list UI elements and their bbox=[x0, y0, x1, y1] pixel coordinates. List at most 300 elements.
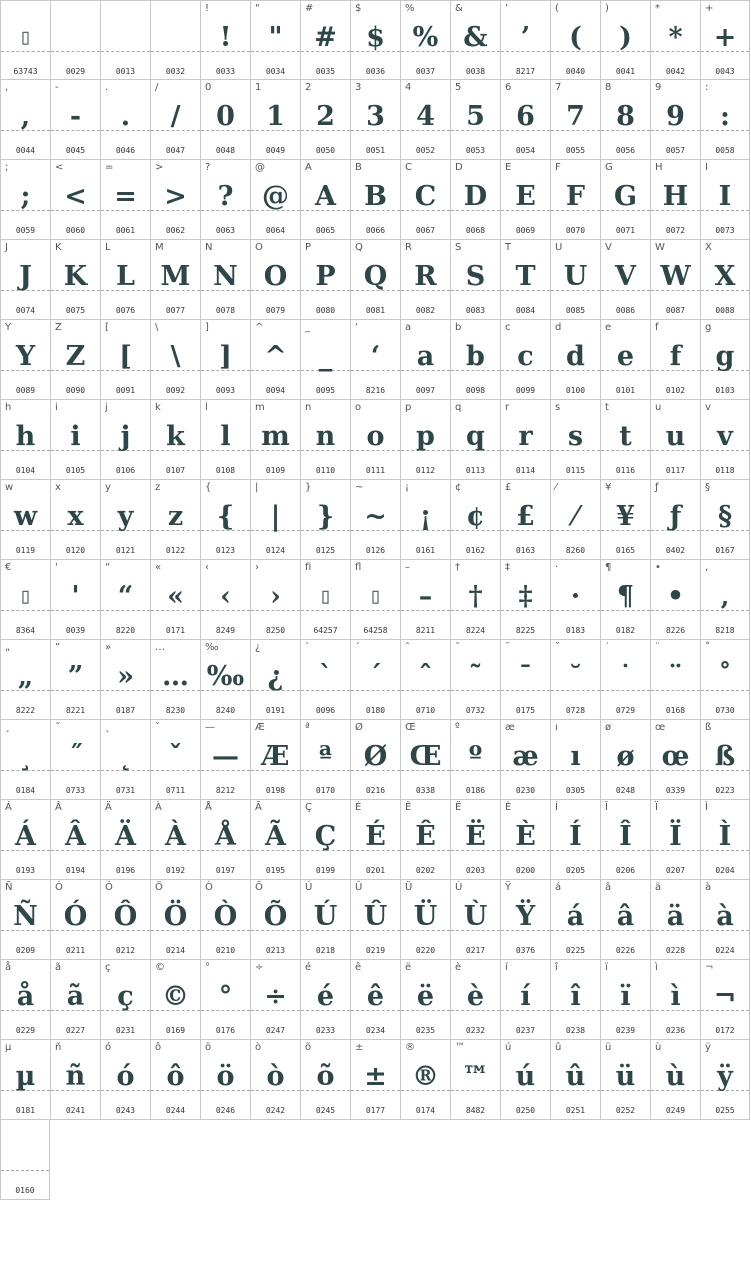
glyph-label: Á bbox=[5, 802, 12, 813]
glyph-cell bbox=[550, 0, 600, 80]
glyph-label: 2 bbox=[305, 82, 312, 93]
glyph-cell bbox=[300, 240, 350, 320]
glyph-label: ¡ bbox=[405, 482, 410, 493]
glyph-label: p bbox=[405, 402, 412, 413]
glyph-cell bbox=[200, 880, 250, 960]
glyph-label: I bbox=[705, 162, 708, 173]
glyph-sample: Õ bbox=[263, 901, 288, 932]
glyph-sample: l bbox=[220, 421, 231, 452]
glyph-code: 0729 bbox=[615, 706, 636, 715]
glyph-label: Ê bbox=[405, 802, 412, 813]
glyph-cell bbox=[100, 800, 150, 880]
glyph-cell bbox=[150, 320, 200, 400]
glyph-code: 0067 bbox=[415, 226, 436, 235]
glyph-label: P bbox=[305, 242, 312, 253]
glyph-sample: ¿ bbox=[267, 661, 284, 692]
glyph-code: 0241 bbox=[65, 1106, 86, 1115]
glyph-cell bbox=[50, 640, 100, 720]
glyph-cell bbox=[500, 560, 550, 640]
glyph-cell bbox=[50, 400, 100, 480]
glyph-label: ó bbox=[105, 1042, 112, 1053]
glyph-label: K bbox=[55, 242, 62, 253]
glyph-label: – bbox=[405, 562, 410, 573]
glyph-code: 0180 bbox=[365, 706, 386, 715]
glyph-code: 0065 bbox=[315, 226, 336, 235]
glyph-cell bbox=[0, 160, 50, 240]
glyph-sample: Y bbox=[15, 341, 36, 372]
glyph-sample: ( bbox=[569, 22, 582, 53]
glyph-cell bbox=[100, 560, 150, 640]
glyph-cell bbox=[400, 960, 450, 1040]
glyph-label: a bbox=[405, 322, 412, 333]
glyph-cell bbox=[50, 240, 100, 320]
glyph-sample: ” bbox=[67, 661, 84, 692]
glyph-code: 0112 bbox=[415, 466, 436, 475]
glyph-sample: ⁄ bbox=[573, 501, 578, 532]
glyph-code: 0245 bbox=[315, 1106, 336, 1115]
glyph-sample: _ bbox=[318, 341, 333, 372]
glyph-label: u bbox=[655, 402, 662, 413]
glyph-code: 0171 bbox=[165, 626, 186, 635]
glyph-code: 0057 bbox=[665, 146, 686, 155]
glyph-cell bbox=[150, 1040, 200, 1120]
glyph-cell bbox=[350, 960, 400, 1040]
glyph-code: 0041 bbox=[615, 67, 636, 76]
glyph-label: ˛ bbox=[105, 722, 110, 733]
glyph-label: 0 bbox=[205, 82, 212, 93]
glyph-sample: ^ bbox=[264, 341, 287, 372]
baseline-guide bbox=[101, 51, 150, 52]
glyph-cell bbox=[600, 80, 650, 160]
glyph-sample: M bbox=[160, 261, 191, 292]
glyph-code: 0115 bbox=[565, 466, 586, 475]
glyph-label: · bbox=[555, 562, 559, 573]
glyph-row bbox=[0, 400, 751, 480]
glyph-sample: Q bbox=[363, 261, 388, 292]
glyph-code: 0069 bbox=[515, 226, 536, 235]
glyph-code: 0238 bbox=[565, 1026, 586, 1035]
glyph-sample: w bbox=[13, 501, 38, 532]
glyph-cell bbox=[0, 800, 50, 880]
glyph-sample: Ê bbox=[415, 821, 436, 852]
glyph-code: 0201 bbox=[365, 866, 386, 875]
glyph-label: k bbox=[155, 402, 161, 413]
glyph-code: 0066 bbox=[365, 226, 386, 235]
glyph-label: T bbox=[505, 242, 512, 253]
glyph-sample: Ú bbox=[313, 901, 338, 932]
glyph-sample: z bbox=[167, 501, 184, 532]
glyph-label: ˜ bbox=[455, 642, 460, 653]
glyph-label: « bbox=[155, 562, 162, 573]
glyph-label: à bbox=[705, 882, 712, 893]
glyph-cell bbox=[400, 560, 450, 640]
glyph-sample: # bbox=[314, 22, 337, 53]
glyph-cell bbox=[50, 1040, 100, 1120]
glyph-sample: § bbox=[717, 501, 733, 532]
glyph-sample: D bbox=[463, 181, 488, 212]
glyph-cell bbox=[0, 640, 50, 720]
glyph-cell bbox=[50, 880, 100, 960]
glyph-label: H bbox=[655, 162, 663, 173]
glyph-sample: Z bbox=[65, 341, 86, 372]
glyph-cell bbox=[150, 560, 200, 640]
glyph-code: 0111 bbox=[365, 466, 386, 475]
glyph-sample: m bbox=[261, 421, 290, 452]
glyph-label: 9 bbox=[655, 82, 662, 93]
glyph-sample: ÷ bbox=[264, 981, 287, 1012]
glyph-sample: ˛ bbox=[118, 741, 133, 772]
glyph-code: 0058 bbox=[715, 146, 735, 155]
glyph-label: Õ bbox=[255, 882, 263, 893]
glyph-cell bbox=[300, 880, 350, 960]
glyph-label: 5 bbox=[455, 82, 462, 93]
glyph-cell bbox=[250, 480, 300, 560]
glyph-sample: L bbox=[116, 261, 135, 292]
glyph-code: 0172 bbox=[715, 1026, 735, 1035]
glyph-code: 0107 bbox=[165, 466, 186, 475]
glyph-sample: ú bbox=[515, 1061, 536, 1092]
glyph-label: Ÿ bbox=[505, 882, 512, 893]
glyph-sample: ˜ bbox=[468, 661, 483, 692]
glyph-cell bbox=[650, 880, 700, 960]
glyph-code: 0249 bbox=[665, 1106, 686, 1115]
glyph-sample: ? bbox=[217, 181, 234, 212]
glyph-sample: X bbox=[714, 261, 736, 292]
glyph-cell bbox=[200, 720, 250, 800]
glyph-label: 8 bbox=[605, 82, 612, 93]
glyph-cell bbox=[650, 400, 700, 480]
glyph-sample: G bbox=[613, 181, 638, 212]
glyph-code: 0234 bbox=[365, 1026, 386, 1035]
glyph-label: A bbox=[305, 162, 312, 173]
glyph-label: F bbox=[555, 162, 561, 173]
glyph-cell bbox=[0, 1040, 50, 1120]
glyph-code: 0210 bbox=[215, 946, 236, 955]
glyph-code: 0170 bbox=[315, 786, 336, 795]
glyph-label: ﬁ bbox=[305, 562, 312, 573]
glyph-code: 0204 bbox=[715, 866, 735, 875]
glyph-cell bbox=[500, 0, 550, 80]
glyph-sample: 2 bbox=[316, 101, 335, 132]
glyph-code: 0711 bbox=[165, 786, 186, 795]
glyph-code: 0098 bbox=[465, 386, 486, 395]
glyph-sample: ı bbox=[570, 741, 581, 772]
glyph-code: 0205 bbox=[565, 866, 586, 875]
glyph-cell bbox=[500, 640, 550, 720]
glyph-sample: n bbox=[315, 421, 336, 452]
glyph-cell bbox=[650, 720, 700, 800]
glyph-code: 0051 bbox=[365, 146, 386, 155]
glyph-code: 0070 bbox=[565, 226, 586, 235]
glyph-label: œ bbox=[655, 722, 666, 733]
glyph-label: B bbox=[355, 162, 362, 173]
glyph-label: ƒ bbox=[655, 482, 659, 493]
glyph-sample: » bbox=[117, 661, 134, 692]
glyph-sample: … bbox=[162, 661, 189, 692]
glyph-code: 0227 bbox=[65, 1026, 86, 1035]
glyph-code: 0193 bbox=[15, 866, 36, 875]
glyph-sample: £ bbox=[516, 501, 535, 532]
glyph-cell bbox=[500, 800, 550, 880]
glyph-code: 8249 bbox=[215, 626, 236, 635]
glyph-sample: h bbox=[15, 421, 36, 452]
glyph-code: 0054 bbox=[515, 146, 536, 155]
glyph-label: ¯ bbox=[505, 642, 510, 653]
glyph-code: 0101 bbox=[615, 386, 636, 395]
glyph-code: 0206 bbox=[615, 866, 636, 875]
glyph-label: ¶ bbox=[605, 562, 612, 573]
glyph-cell bbox=[550, 80, 600, 160]
glyph-label: å bbox=[5, 962, 12, 973]
glyph-code: 0187 bbox=[115, 706, 136, 715]
glyph-sample: ¯ bbox=[518, 661, 533, 692]
glyph-cell bbox=[50, 560, 100, 640]
glyph-label: é bbox=[305, 962, 312, 973]
glyph-code: 0195 bbox=[265, 866, 286, 875]
glyph-sample: 9 bbox=[666, 101, 685, 132]
glyph-label: â bbox=[605, 882, 612, 893]
glyph-code: 0049 bbox=[265, 146, 286, 155]
glyph-code: 0108 bbox=[215, 466, 236, 475]
glyph-sample: ° bbox=[218, 981, 233, 1012]
glyph-code: 8216 bbox=[365, 386, 386, 395]
glyph-cell bbox=[350, 400, 400, 480]
glyph-label: E bbox=[505, 162, 512, 173]
glyph-label: ' bbox=[55, 562, 58, 573]
glyph-cell bbox=[600, 480, 650, 560]
glyph-sample: ¬ bbox=[713, 981, 737, 1012]
glyph-cell bbox=[500, 1040, 550, 1120]
glyph-cell bbox=[50, 960, 100, 1040]
glyph-label: È bbox=[505, 802, 512, 813]
glyph-sample: ~ bbox=[364, 501, 387, 532]
glyph-label: Ü bbox=[405, 882, 413, 893]
glyph-code: 0052 bbox=[415, 146, 436, 155]
glyph-label: ¬ bbox=[705, 962, 714, 973]
glyph-sample: O bbox=[263, 261, 288, 292]
glyph-sample: = bbox=[114, 181, 137, 212]
glyph-code: 0191 bbox=[265, 706, 286, 715]
glyph-sample: Ï bbox=[669, 821, 682, 852]
glyph-label: ) bbox=[605, 3, 609, 14]
glyph-label: © bbox=[155, 962, 165, 973]
glyph-cell bbox=[700, 880, 750, 960]
glyph-sample: ! bbox=[219, 22, 232, 53]
glyph-code: 0064 bbox=[265, 226, 286, 235]
baseline-guide bbox=[1, 1170, 49, 1171]
glyph-label: @ bbox=[255, 162, 265, 173]
glyph-label: ¢ bbox=[455, 482, 462, 493]
glyph-label: æ bbox=[505, 722, 515, 733]
glyph-cell bbox=[700, 240, 750, 320]
glyph-label: m bbox=[255, 402, 265, 413]
glyph-label: ã bbox=[55, 962, 62, 973]
glyph-sample: “ bbox=[117, 581, 134, 612]
glyph-sample: - bbox=[69, 101, 82, 132]
glyph-cell bbox=[450, 240, 500, 320]
glyph-label: £ bbox=[505, 482, 512, 493]
glyph-sample: b bbox=[466, 341, 485, 372]
glyph-label: + bbox=[705, 3, 714, 14]
glyph-sample: Œ bbox=[409, 741, 442, 772]
glyph-cell bbox=[400, 480, 450, 560]
glyph-label: ˇ bbox=[155, 722, 160, 733]
glyph-cell bbox=[700, 480, 750, 560]
glyph-cell bbox=[50, 720, 100, 800]
glyph-cell bbox=[650, 80, 700, 160]
glyph-sample: o bbox=[366, 421, 385, 452]
glyph-code: 0029 bbox=[65, 67, 86, 76]
glyph-sample: Û bbox=[363, 901, 388, 932]
glyph-cell bbox=[100, 1040, 150, 1120]
glyph-cell bbox=[300, 720, 350, 800]
glyph-cell bbox=[250, 160, 300, 240]
glyph-label: 6 bbox=[505, 82, 512, 93]
glyph-row bbox=[0, 480, 751, 560]
glyph-code: 0084 bbox=[515, 306, 536, 315]
glyph-label: L bbox=[105, 242, 111, 253]
glyph-code: 0114 bbox=[515, 466, 536, 475]
glyph-sample: † bbox=[468, 581, 483, 612]
glyph-row bbox=[0, 80, 751, 160]
glyph-code: 0074 bbox=[15, 306, 36, 315]
glyph-row bbox=[0, 160, 751, 240]
glyph-sample: : bbox=[720, 101, 730, 132]
glyph-cell bbox=[500, 880, 550, 960]
glyph-sample: B bbox=[364, 181, 387, 212]
glyph-cell bbox=[150, 0, 200, 80]
glyph-sample: R bbox=[414, 261, 437, 292]
glyph-code: 0092 bbox=[165, 386, 186, 395]
glyph-label: ç bbox=[105, 962, 111, 973]
glyph-cell bbox=[650, 0, 700, 80]
glyph-cell bbox=[600, 560, 650, 640]
glyph-code: 0094 bbox=[265, 386, 286, 395]
glyph-code: 0102 bbox=[665, 386, 686, 395]
glyph-code: 0252 bbox=[615, 1106, 636, 1115]
glyph-code: 0217 bbox=[465, 946, 486, 955]
glyph-sample: è bbox=[466, 981, 485, 1012]
glyph-sample: º bbox=[468, 741, 483, 772]
glyph-code: 0183 bbox=[565, 626, 586, 635]
glyph-sample: + bbox=[713, 22, 737, 53]
glyph-code: 8220 bbox=[115, 626, 136, 635]
glyph-sample: 5 bbox=[466, 101, 485, 132]
glyph-cell bbox=[0, 240, 50, 320]
glyph-cell bbox=[700, 800, 750, 880]
glyph-cell bbox=[350, 880, 400, 960]
glyph-cell bbox=[150, 80, 200, 160]
glyph-code: 0059 bbox=[15, 226, 36, 235]
glyph-cell bbox=[450, 560, 500, 640]
glyph-code: 0013 bbox=[115, 67, 136, 76]
glyph-label: Í bbox=[555, 802, 558, 813]
glyph-label: ± bbox=[355, 1042, 364, 1053]
glyph-code: 0160 bbox=[15, 1186, 35, 1195]
glyph-cell bbox=[200, 400, 250, 480]
glyph-cell bbox=[600, 400, 650, 480]
glyph-code: 0197 bbox=[215, 866, 236, 875]
glyph-code: 0198 bbox=[265, 786, 286, 795]
glyph-label: Ò bbox=[205, 882, 213, 893]
glyph-sample: 1 bbox=[266, 101, 285, 132]
glyph-cell bbox=[700, 400, 750, 480]
glyph-sample: ë bbox=[416, 981, 435, 1012]
glyph-label: ß bbox=[705, 722, 712, 733]
glyph-label: “ bbox=[105, 562, 111, 573]
glyph-code: 0034 bbox=[265, 67, 286, 76]
glyph-code: 0181 bbox=[15, 1106, 36, 1115]
glyph-code: 0402 bbox=[665, 546, 686, 555]
glyph-label: µ bbox=[5, 1042, 12, 1053]
glyph-cell bbox=[700, 560, 750, 640]
glyph-code: 8260 bbox=[565, 546, 586, 555]
glyph-sample: ò bbox=[266, 1061, 285, 1092]
glyph-row bbox=[0, 0, 751, 80]
glyph-label: ‚ bbox=[705, 562, 709, 573]
glyph-code: 0076 bbox=[115, 306, 136, 315]
glyph-sample: à bbox=[716, 901, 734, 932]
glyph-cell bbox=[200, 0, 250, 80]
glyph-cell bbox=[550, 1040, 600, 1120]
glyph-cell bbox=[0, 400, 50, 480]
glyph-sample: p bbox=[416, 421, 435, 452]
glyph-cell bbox=[300, 480, 350, 560]
glyph-sample: ‹ bbox=[220, 581, 231, 612]
glyph-label: „ bbox=[5, 642, 11, 653]
glyph-sample: > bbox=[164, 181, 187, 212]
glyph-cell bbox=[300, 0, 350, 80]
glyph-label: t bbox=[605, 402, 609, 413]
glyph-cell bbox=[200, 80, 250, 160]
glyph-cell bbox=[100, 320, 150, 400]
glyph-code: 0177 bbox=[365, 1106, 386, 1115]
glyph-cell bbox=[50, 80, 100, 160]
glyph-label: è bbox=[455, 962, 462, 973]
glyph-sample: ÿ bbox=[717, 1061, 733, 1092]
glyph-code: 0072 bbox=[665, 226, 686, 235]
glyph-code: 0078 bbox=[215, 306, 236, 315]
glyph-sample: œ bbox=[661, 741, 690, 772]
glyph-cell bbox=[700, 160, 750, 240]
glyph-code: 0082 bbox=[415, 306, 436, 315]
glyph-label: ¿ bbox=[255, 642, 261, 653]
glyph-code: 0224 bbox=[715, 946, 735, 955]
glyph-label: » bbox=[105, 642, 112, 653]
glyph-sample: Ë bbox=[465, 821, 486, 852]
glyph-code: 0236 bbox=[665, 1026, 686, 1035]
glyph-sample: g bbox=[715, 341, 735, 372]
glyph-cell bbox=[650, 480, 700, 560]
glyph-sample: â bbox=[616, 901, 635, 932]
glyph-code: 0710 bbox=[415, 706, 436, 715]
glyph-cell bbox=[100, 400, 150, 480]
glyph-code: 0044 bbox=[15, 146, 36, 155]
glyph-label: Ä bbox=[105, 802, 112, 813]
glyph-label: Æ bbox=[255, 722, 265, 733]
glyph-sample: ¶ bbox=[616, 581, 635, 612]
glyph-code: 0163 bbox=[515, 546, 536, 555]
glyph-cell bbox=[150, 880, 200, 960]
glyph-code: 0203 bbox=[465, 866, 486, 875]
glyph-code: 0728 bbox=[565, 706, 586, 715]
glyph-code: 0095 bbox=[315, 386, 336, 395]
glyph-code: 0096 bbox=[315, 706, 336, 715]
glyph-sample: © bbox=[162, 981, 189, 1012]
glyph-label: ¥ bbox=[605, 482, 612, 493]
glyph-row bbox=[0, 320, 751, 400]
baseline-guide bbox=[151, 51, 200, 52]
